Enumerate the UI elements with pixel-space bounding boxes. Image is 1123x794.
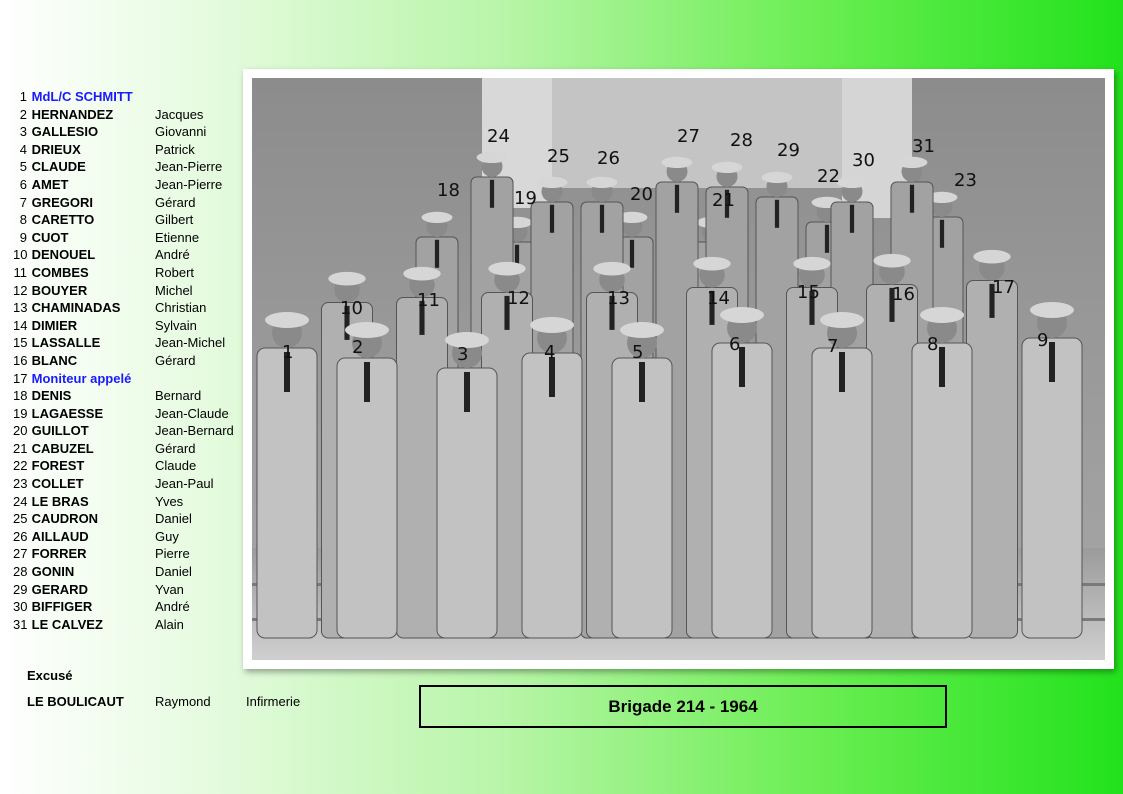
figure-number-label: 14 xyxy=(707,288,730,309)
roster-first-name: Etienne xyxy=(155,229,200,245)
roster-first-name: Robert xyxy=(155,264,195,280)
group-photo-image xyxy=(252,78,1105,660)
roster-first-name: Daniel xyxy=(155,511,192,527)
figure-number-label: 10 xyxy=(340,298,363,319)
roster-row xyxy=(13,563,248,581)
roster-last-name: DENIS xyxy=(31,388,72,404)
roster-last-name: BIFFIGER xyxy=(31,599,93,615)
roster-first-name: André xyxy=(155,599,190,615)
roster-last-name: GONIN xyxy=(31,564,75,580)
roster-row xyxy=(13,106,248,124)
figure-number-label: 8 xyxy=(927,334,939,355)
figure-number-label: 9 xyxy=(1037,330,1049,351)
roster-last-name: GALLESIO xyxy=(31,124,99,140)
roster-row xyxy=(13,493,248,511)
figure-number-label: 3 xyxy=(457,344,469,365)
roster-number: 19 xyxy=(13,405,28,421)
roster-row xyxy=(13,387,248,405)
roster-row xyxy=(13,246,248,264)
roster-first-name: Jean-Paul xyxy=(155,476,214,492)
person-figure xyxy=(437,332,497,638)
figure-number-label: 27 xyxy=(677,126,700,147)
roster-row xyxy=(13,405,248,423)
figure-number-label: 17 xyxy=(992,277,1015,298)
figure-number-label: 19 xyxy=(514,188,537,209)
roster-row xyxy=(13,211,248,229)
roster-number: 6 xyxy=(19,176,27,192)
roster-first-name: Gilbert xyxy=(155,212,194,228)
person-figure xyxy=(867,254,918,638)
roster-last-name: AMET xyxy=(31,176,69,192)
roster-list xyxy=(13,88,248,633)
roster-first-name: Jean-Pierre xyxy=(155,176,223,192)
roster-first-name: Patrick xyxy=(155,141,195,157)
figure-number-label: 13 xyxy=(607,288,630,309)
roster-number: 12 xyxy=(13,282,28,298)
person-figure xyxy=(912,307,972,638)
roster-number: 28 xyxy=(13,564,28,580)
roster-row xyxy=(13,282,248,300)
roster-first-name: Pierre xyxy=(155,546,190,562)
figure-number-label: 23 xyxy=(954,170,977,191)
figure-number-label: 16 xyxy=(892,284,915,305)
roster-first-name: Yvan xyxy=(155,581,184,597)
roster-last-name: LE CALVEZ xyxy=(31,616,103,632)
figure-number-label: 20 xyxy=(630,184,653,205)
roster-first-name: Christian xyxy=(155,300,207,316)
figure-number-label: 4 xyxy=(544,342,556,363)
roster-last-name: LAGAESSE xyxy=(31,405,104,421)
figure-number-label: 18 xyxy=(437,180,460,201)
roster-number: 1 xyxy=(19,89,27,104)
roster-row xyxy=(13,264,248,282)
roster-last-name: CHAMINADAS xyxy=(31,300,121,316)
roster-last-name: DIMIER xyxy=(31,317,78,333)
roster-first-name: Michel xyxy=(155,282,193,298)
photo-caption: Brigade 214 - 1964 xyxy=(419,685,947,728)
roster-number: 17 xyxy=(13,370,28,386)
roster-first-name: Yves xyxy=(155,493,184,509)
excused-heading: Excusé xyxy=(27,668,73,683)
roster-row xyxy=(13,370,248,388)
roster-row xyxy=(13,510,248,528)
figure-number-label: 12 xyxy=(507,288,530,309)
roster-row xyxy=(13,317,248,335)
excused-row xyxy=(27,694,327,709)
roster-row xyxy=(13,352,248,370)
roster-last-name: GREGORI xyxy=(31,194,94,210)
roster-number: 7 xyxy=(19,194,27,210)
roster-first-name: Gérard xyxy=(155,194,196,210)
roster-first-name: Gérard xyxy=(155,440,196,456)
roster-first-name: Jean-Bernard xyxy=(155,423,234,439)
roster-row xyxy=(13,422,248,440)
roster-first-name: Jacques xyxy=(155,106,204,122)
roster-first-name: Claude xyxy=(155,458,197,474)
figure-number-label: 6 xyxy=(729,334,741,355)
person-figure xyxy=(612,322,672,638)
roster-number: 13 xyxy=(13,300,28,316)
roster-last-name: FORRER xyxy=(31,546,87,562)
figure-number-label: 29 xyxy=(777,140,800,161)
roster-number: 2 xyxy=(19,106,27,122)
roster-row xyxy=(13,334,248,352)
roster-number: 29 xyxy=(13,581,28,597)
roster-number: 10 xyxy=(13,247,28,263)
roster-number: 16 xyxy=(13,352,28,368)
roster-last-name: GERARD xyxy=(31,581,88,597)
roster-number: 27 xyxy=(13,546,28,562)
roster-last-name: MdL/C SCHMITT xyxy=(31,89,133,104)
roster-number: 14 xyxy=(13,317,28,333)
group-photo xyxy=(252,78,1105,660)
roster-number: 22 xyxy=(13,458,28,474)
roster-number: 15 xyxy=(13,335,28,351)
roster-last-name: Moniteur appelé xyxy=(31,370,132,386)
roster-number: 31 xyxy=(13,616,28,632)
roster-last-name: BOUYER xyxy=(31,282,88,298)
roster-number: 8 xyxy=(19,212,27,228)
person-figure xyxy=(812,312,872,638)
figure-number-label: 24 xyxy=(487,126,510,147)
person-figure xyxy=(967,250,1018,638)
excused-first-name: Raymond xyxy=(155,694,211,709)
figure-number-label: 28 xyxy=(730,130,753,151)
roster-row xyxy=(13,545,248,563)
roster-last-name: LE BRAS xyxy=(31,493,89,509)
roster-row xyxy=(13,457,248,475)
roster-last-name: FOREST xyxy=(31,458,85,474)
roster-number: 23 xyxy=(13,476,28,492)
roster-number: 5 xyxy=(19,159,27,175)
roster-first-name: Sylvain xyxy=(155,317,197,333)
excused-reason: Infirmerie xyxy=(246,694,301,709)
roster-last-name: COLLET xyxy=(31,476,84,492)
roster-first-name: Jean-Claude xyxy=(155,405,229,421)
roster-number: 30 xyxy=(13,599,28,615)
figure-number-label: 21 xyxy=(712,190,735,211)
figure-number-label: 22 xyxy=(817,166,840,187)
roster-first-name: Giovanni xyxy=(155,124,207,140)
roster-row xyxy=(13,194,248,212)
roster-row xyxy=(13,598,248,616)
figure-number-label: 7 xyxy=(827,336,839,357)
roster-row xyxy=(13,581,248,599)
roster-number: 18 xyxy=(13,388,28,404)
roster-first-name: Jean-Michel xyxy=(155,335,226,351)
roster-last-name: GUILLOT xyxy=(31,423,89,439)
roster-number: 20 xyxy=(13,423,28,439)
person-figure xyxy=(1022,302,1082,638)
roster-last-name: DENOUEL xyxy=(31,247,96,263)
roster-row xyxy=(13,88,248,106)
roster-last-name: CABUZEL xyxy=(31,440,94,456)
roster-first-name: Guy xyxy=(155,528,179,544)
roster-last-name: BLANC xyxy=(31,352,78,368)
roster-row xyxy=(13,176,248,194)
figure-number-label: 5 xyxy=(632,342,644,363)
figure-number-label: 11 xyxy=(417,290,440,311)
roster-last-name: CAUDRON xyxy=(31,511,99,527)
roster-number: 24 xyxy=(13,493,28,509)
roster-row xyxy=(13,229,248,247)
roster-last-name: COMBES xyxy=(31,264,89,280)
roster-first-name: Gérard xyxy=(155,352,196,368)
roster-first-name: Jean-Pierre xyxy=(155,159,223,175)
roster-number: 25 xyxy=(13,511,28,527)
roster-last-name: AILLAUD xyxy=(31,528,89,544)
roster-row xyxy=(13,299,248,317)
roster-last-name: HERNANDEZ xyxy=(31,106,114,122)
roster-first-name: Bernard xyxy=(155,388,202,404)
roster-number: 26 xyxy=(13,528,28,544)
person-figure xyxy=(337,322,397,638)
roster-row xyxy=(13,123,248,141)
roster-first-name: André xyxy=(155,247,190,263)
roster-last-name: LASSALLE xyxy=(31,335,101,351)
roster-last-name: CARETTO xyxy=(31,212,95,228)
figure-number-label: 31 xyxy=(912,136,935,157)
roster-first-name: Alain xyxy=(155,616,184,632)
figure-number-label: 30 xyxy=(852,150,875,171)
roster-row xyxy=(13,141,248,159)
person-figure xyxy=(522,317,582,638)
figure-number-label: 26 xyxy=(597,148,620,169)
figure-number-label: 1 xyxy=(282,342,294,363)
roster-row xyxy=(13,440,248,458)
roster-number: 3 xyxy=(19,124,27,140)
figure-number-label: 15 xyxy=(797,282,820,303)
roster-number: 4 xyxy=(19,141,27,157)
roster-last-name: CUOT xyxy=(31,229,69,245)
roster-number: 11 xyxy=(13,264,27,280)
roster-row xyxy=(13,475,248,493)
roster-number: 21 xyxy=(13,440,28,456)
photo-frame xyxy=(243,69,1114,669)
figure-number-label: 2 xyxy=(352,337,364,358)
roster-row xyxy=(13,158,248,176)
person-figure xyxy=(712,307,772,638)
excused-last-name: LE BOULICAUT xyxy=(27,694,124,709)
roster-row xyxy=(13,616,248,634)
roster-first-name: Daniel xyxy=(155,564,192,580)
figure-number-label: 25 xyxy=(547,146,570,167)
roster-last-name: CLAUDE xyxy=(31,159,86,175)
roster-number: 9 xyxy=(19,229,27,245)
roster-row xyxy=(13,528,248,546)
roster-last-name: DRIEUX xyxy=(31,141,81,157)
